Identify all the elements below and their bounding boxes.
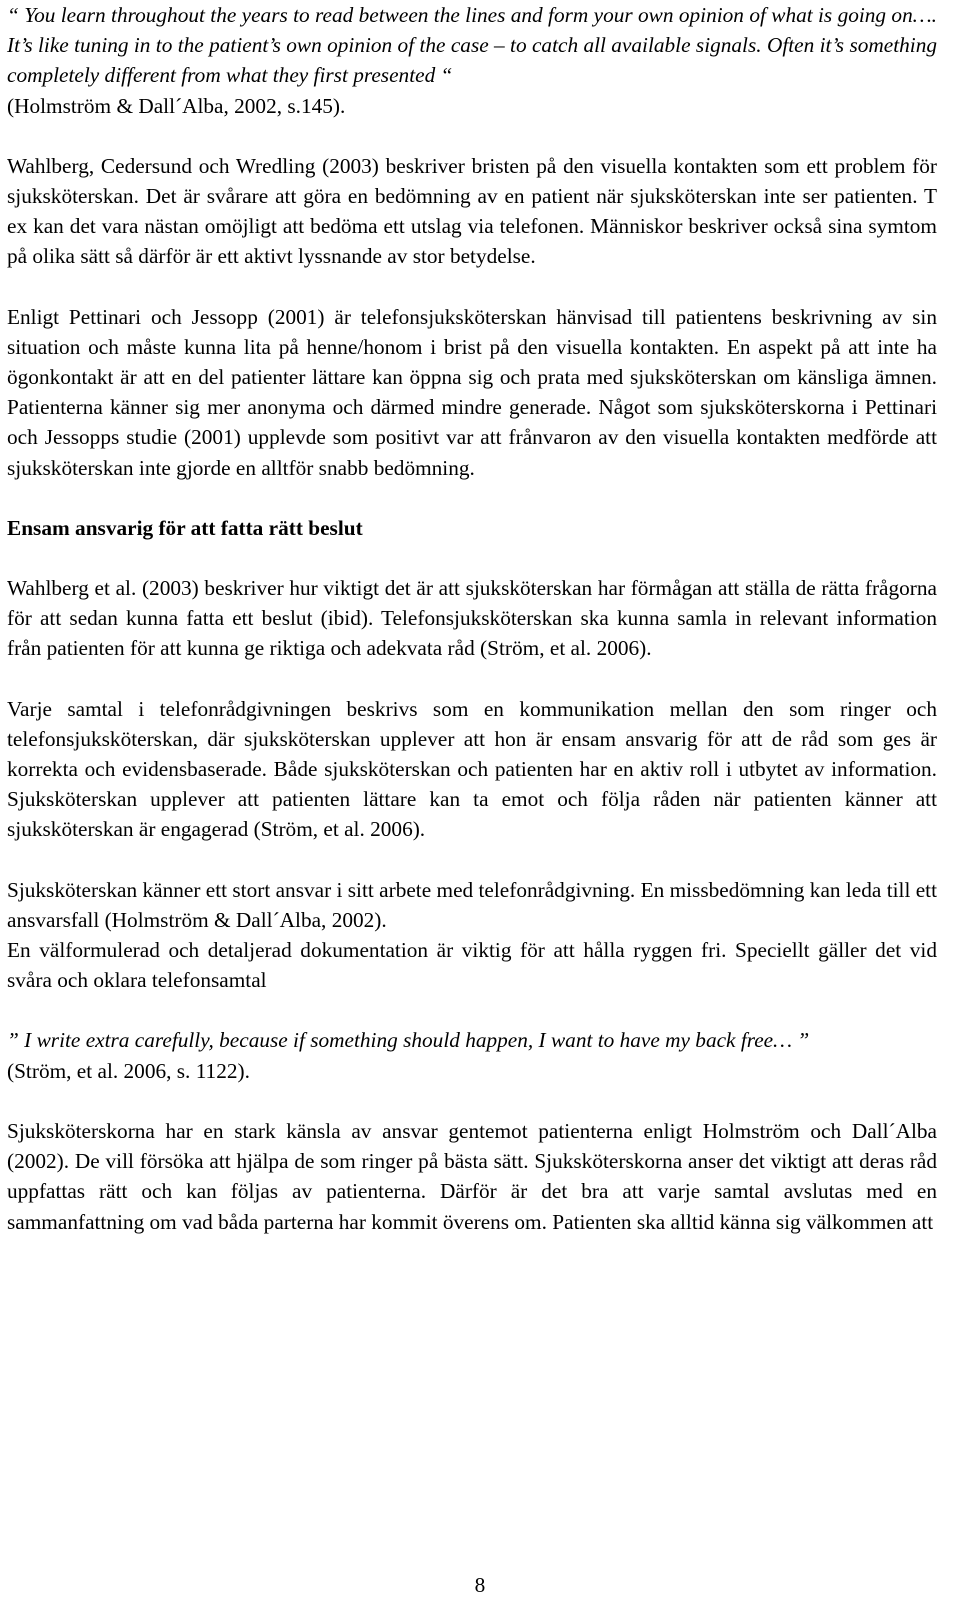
paragraph-varje-samtal: Varje samtal i telefonrådgivningen beskrivs som en kommunikation mellan den som ringer och telefonsjuksköterskan, där sjuksköterskan upplever att hon är ensam ansvarig för att de råd som ges är korrekta och evidensbaserade. Både sjuksköterskan och patienten har en aktiv roll i utbytet av information. Sjuksköterskan upplever att patienten lättare kan ta emot och följa råden när patienten känner att sjuksköterskan är engagerad (Ström, et al. 2006). [7,696,937,842]
page-number: 8 [474,1573,486,1597]
paragraph-sjukskoterskorna: Sjuksköterskorna har en stark känsla av ansvar gentemot patienterna enligt Holmström och Dall´Alba (2002). De vill försöka att hjälpa de som ringer på bästa sätt. Sjuksköterskorna anser det viktigt att deras råd uppfattas rätt och kan följas av patienterna. Därför är det bra att varje samtal avslutas med en sammanfattning om vad båda parterna har kommit överens om. Patienten ska alltid känna sig välkommen att [7,1118,937,1234]
quote-strom-citation: (Ström, et al. 2006, s. 1122). [7,1058,250,1083]
paragraph-wahlberg: Wahlberg, Cedersund och Wredling (2003) beskriver bristen på den visuella kontakten som ett problem för sjuksköterskan. Det är svårare att göra en bedömning av en patient när sjuksköterskan inte ser patienten. T ex kan det vara nästan omöjligt att bedöma ett utslag via telefonen. Människor beskriver också sina symtom på olika sätt så därför är ett aktivt lyssnande av stor betydelse. [7,153,937,269]
paragraph-ansvar-line2: En välformulerad och detaljerad dokumentation är viktig för att hålla ryggen fri. Speciellt gäller det vid svåra och oklara telefonsamtal [7,938,937,993]
paragraph-ansvar-line1: Sjuksköterskan känner ett stort ansvar i sitt arbete med telefonrådgivning. En missbedömning kan leda till ett ansvarsfall (Holmström & Dall´Alba, 2002). [7,877,937,932]
quote-strom: ” I write extra carefully, because if something should happen, I want to have my back free… ” [7,1028,810,1053]
document-page [7,0,937,1237]
quote-holmstrom: “ You learn throughout the years to read between the lines and form your own opinion of what is going on…. It’s like tuning in to the patient’s own opinion of the case – to catch all available signals. Often it’s something completely different from what they first presented “ [7,3,937,88]
paragraph-pettinari: Enligt Pettinari och Jessopp (2001) är telefonsjuksköterskan hänvisad till patientens beskrivning av sin situation och måste kunna lita på henne/honom i brist på den visuella kontakten. En aspekt på att inte ha ögonkontakt är att en del patienter lättare kan öppna sig och prata med sjuksköterskan om känsliga ämnen. Patienterna känner sig mer anonyma och därmed mindre generade. Något som sjuksköterskorna i Pettinari och Jessopps studie (2001) upplevde som positivt var att frånvaron av den visuella kontakten medförde att sjuksköterskan inte gjorde en alltför snabb bedömning. [7,304,937,480]
section-heading: Ensam ansvarig för att fatta rätt beslut [7,515,363,540]
quote-holmstrom-citation: (Holmström & Dall´Alba, 2002, s.145). [7,93,346,118]
paragraph-wahlberg-etal: Wahlberg et al. (2003) beskriver hur viktigt det är att sjuksköterskan har förmågan att ställa de rätta frågorna för att sedan kunna fatta ett beslut (ibid). Telefonsjuksköterskan ska kunna samla in relevant information från patienten för att kunna ge riktiga och adekvata råd (Ström, et al. 2006). [7,576,937,661]
